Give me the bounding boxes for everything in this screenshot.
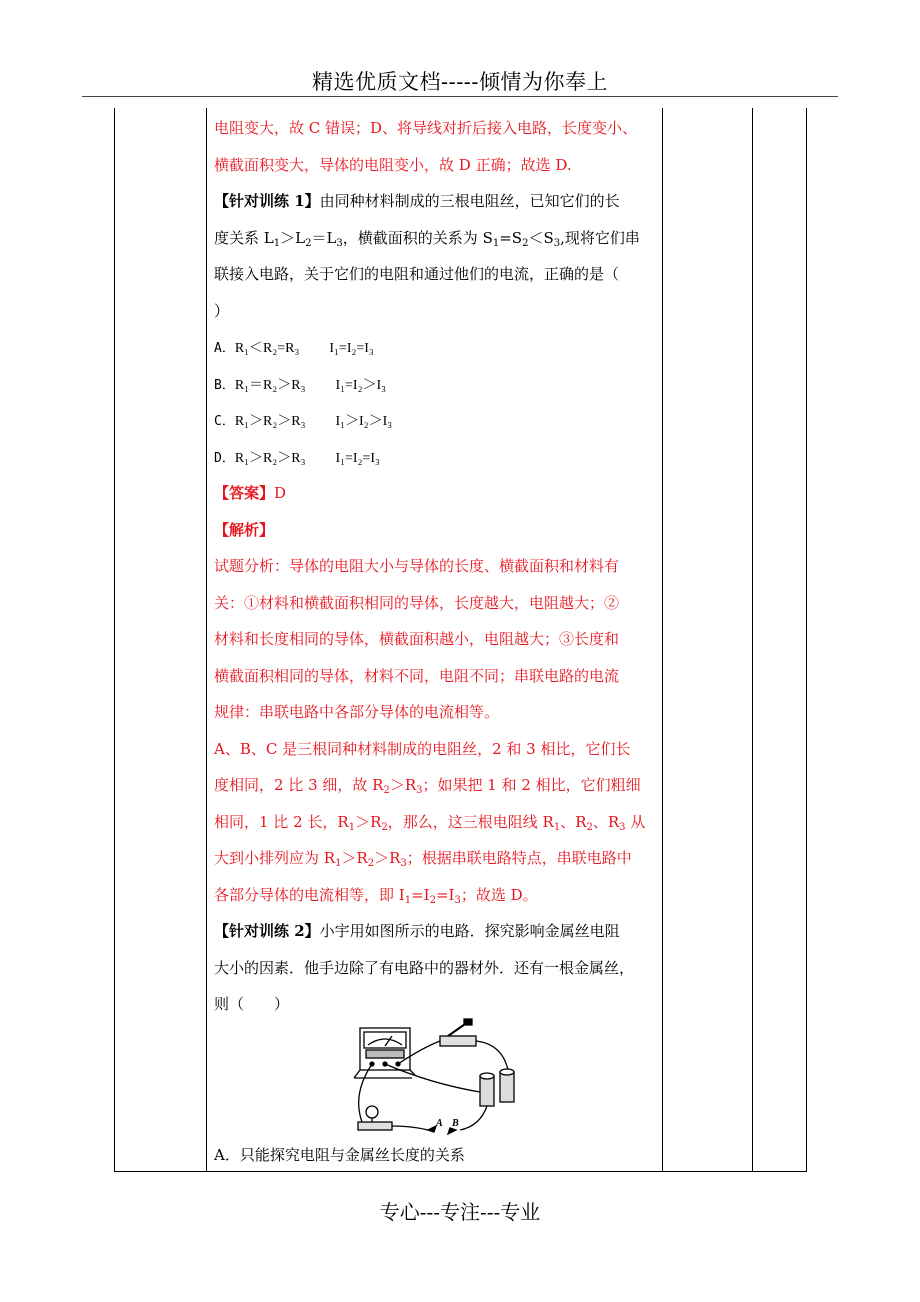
exercise2-line: 则（ ） <box>214 995 290 1013</box>
battery-1 <box>480 1076 494 1106</box>
analysis-label: 【解析】 <box>214 520 275 539</box>
header-rule <box>82 96 838 97</box>
clip-a <box>428 1126 436 1132</box>
table-divider-3 <box>752 108 753 1172</box>
option-current: I₁=I₂＞I₃ <box>335 377 387 393</box>
exercise1-text: ，横截面积的关系为 S <box>342 228 493 247</box>
option-letter: D． <box>214 450 235 466</box>
analysis2-line: 大到小排列应为 $R_1>R_2>R_3$；根据串联电路特点，串联电路中 <box>214 849 632 869</box>
analysis2-text: 从 <box>630 812 646 831</box>
exercise2-label: 【针对训练 2】 <box>214 922 320 940</box>
prev-explanation-line: 横截面积变大，导体的电阻变小，故 D 正确；故选 D. <box>214 155 572 174</box>
analysis-line: 材料和长度相同的导体，横截面积越小，电阻越大；③长度和 <box>214 630 620 648</box>
option-resistance: R₁＝R₂＞R₃ <box>234 377 306 393</box>
analysis2-text: 相同，1 比 2 长，R <box>214 812 349 831</box>
battery-2 <box>500 1072 514 1102</box>
exercise1-line: 度关系 $L_1>L_2=L_3$，横截面积的关系为 $S_1=S_2<S_3$,现将它们串 <box>214 228 640 249</box>
option-letter: B． <box>214 377 235 393</box>
page-header: 精选优质文档-----倾情为你奉上 <box>312 70 608 94</box>
option-current: I₁＞I₂＞I₃ <box>335 414 393 429</box>
analysis-line: 规律：串联电路中各部分导体的电流相等。 <box>214 703 500 721</box>
option-resistance: R₁＞R₂＞R₃ <box>234 450 306 466</box>
answer-label: 【答案】 <box>214 484 275 502</box>
exercise1-line: ） <box>214 301 230 320</box>
page-footer: 专心---专注---专业 <box>379 1200 541 1224</box>
option-current: I₁=I₂=I₃ <box>329 341 374 356</box>
analysis2-text: ；如果把 1 和 2 相比，它们粗细 <box>422 776 641 794</box>
analysis2-line: 度相同，2 比 3 细，故 $R_2>R_3$；如果把 1 和 2 相比，它们粗细 <box>214 776 641 796</box>
exercise1-line <box>214 183 658 220</box>
exercise2-line <box>214 913 658 950</box>
option-current: I₁=I₂=I₃ <box>335 450 380 466</box>
option-letter: C． <box>214 414 235 429</box>
analysis2-text: 各部分导体的电流相等，即 I <box>214 885 405 904</box>
analysis2-line: 各部分导体的电流相等，即 $I_1=I_2=I_3$；故选 D。 <box>214 885 538 906</box>
option2-a: A．只能探究电阻与金属丝长度的关系 <box>214 1146 465 1164</box>
analysis-line: 横截面积相同的导体，材料不同，电阻不同；串联电路的电流 <box>214 666 620 685</box>
figure-label-a: A <box>436 1118 443 1129</box>
prev-explanation-line: 电阻变大，故 C 错误；D、将导线对折后接入电路，长度变小、 <box>214 119 638 137</box>
exercise2-text: 小宇用如图所示的电路．探究影响金属丝电阻 <box>319 922 620 940</box>
analysis2-text: 度相同，2 比 3 细，故 R <box>214 776 384 794</box>
table-divider-2 <box>662 108 663 1172</box>
analysis2-text: ；根据串联电路特点，串联电路中 <box>406 849 632 867</box>
option-resistance: R₁＜R₂=R₃ <box>234 341 300 356</box>
content-cell <box>214 110 658 1023</box>
option-letter: A． <box>214 341 235 356</box>
exercise2-line: 大小的因素．他手边除了有电路中的器材外．还有一根金属丝， <box>214 958 635 977</box>
answer-line <box>214 475 658 512</box>
table-divider-1 <box>206 108 207 1172</box>
option-b <box>214 366 658 403</box>
analysis2-line: 相同，1 比 2 长，$R_1>R_2$，那么，这三根电阻线 $R_1$、$R_2$、$R_3$ 从 <box>214 812 646 833</box>
switch-base <box>440 1036 476 1046</box>
option-d <box>214 439 658 476</box>
table-border-right <box>806 108 807 1172</box>
bulb-base <box>358 1122 392 1130</box>
table-border-left <box>114 108 115 1172</box>
analysis2-text: ；故选 D。 <box>460 885 538 904</box>
analysis2-line: A、B、C 是三根同种材料制成的电阻丝，2 和 3 相比，它们长 <box>214 739 631 758</box>
analysis2-text: ，那么，这三根电阻线 R <box>387 812 554 831</box>
option-resistance: R₁＞R₂＞R₃ <box>234 414 306 429</box>
analysis-line: 试题分析：导体的电阻大小与导体的长度、横截面积和材料有 <box>214 557 620 575</box>
option-a <box>214 329 658 366</box>
exercise1-text: 度关系 L <box>214 228 274 247</box>
option2-a-cell <box>214 1137 658 1174</box>
option-c <box>214 402 658 439</box>
figure-label-b: B <box>452 1118 459 1129</box>
analysis-line: 关：①材料和横截面积相同的导体，长度越大，电阻越大；② <box>214 593 620 612</box>
exercise1-text: 由同种材料制成的三根电阻丝，已知它们的长 <box>319 192 620 210</box>
analysis2-text: 大到小排列应为 R <box>214 849 336 867</box>
bulb <box>366 1106 378 1118</box>
circuit-figure <box>352 1014 530 1140</box>
exercise1-text: ,现将它们串 <box>560 228 640 247</box>
exercise1-line: 联接入电路，关于它们的电阻和通过他们的电流，正确的是（ <box>214 265 620 283</box>
answer-value: D <box>274 484 287 502</box>
exercise1-label: 【针对训练 1】 <box>214 192 320 210</box>
